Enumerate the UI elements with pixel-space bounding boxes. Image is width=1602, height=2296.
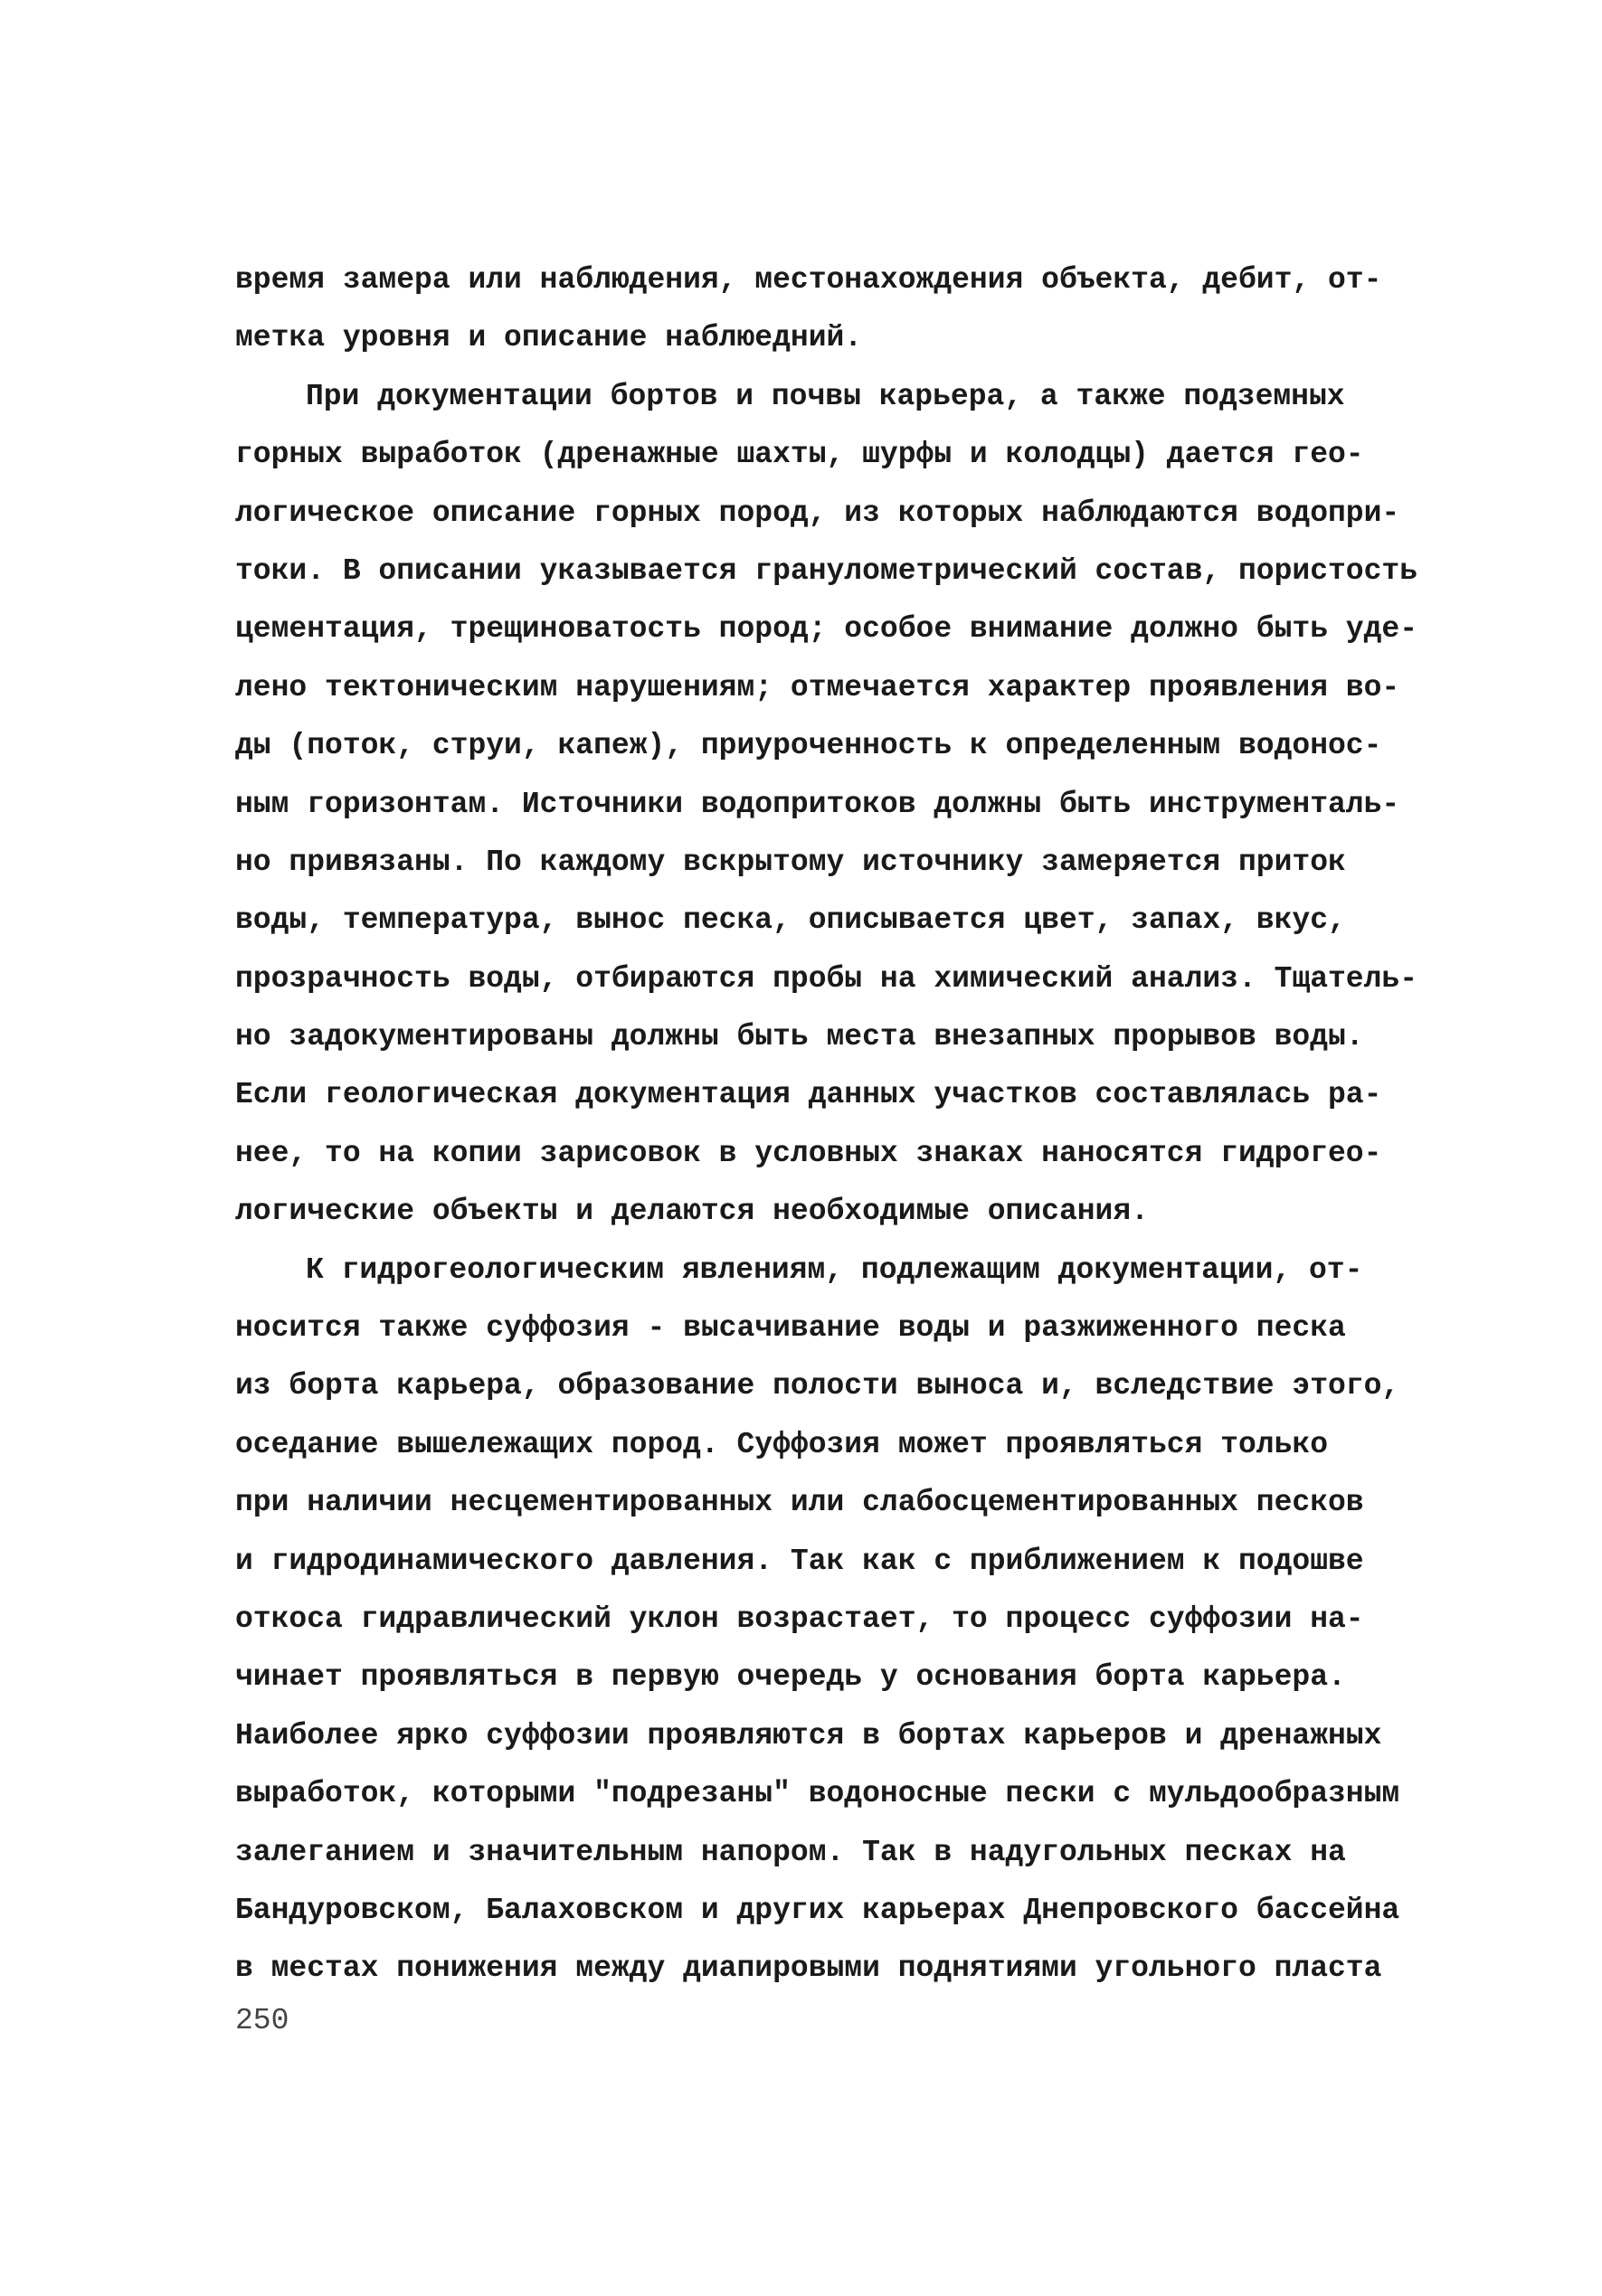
- paragraph-first-line: К гидрогеологическим явлениям, подлежащим документации, от-: [306, 1252, 1363, 1287]
- text-line: носится также суффозия - высачивание воды и разжиженного песка: [235, 1311, 1346, 1346]
- text-line: Если геологическая документация данных участков составлялась ра-: [235, 1078, 1382, 1112]
- body-text: [235, 251, 1418, 1998]
- text-line: горных выработок (дренажные шахты, шурфы и колодцы) дается гео-: [235, 438, 1364, 472]
- text-line: логические объекты и делаются необходимые описания.: [235, 1195, 1149, 1229]
- text-line: из борта карьера, образование полости выноса и, вследствие этого,: [235, 1369, 1400, 1403]
- text-line: прозрачность воды, отбираются пробы на химический анализ. Тщатель-: [235, 961, 1418, 996]
- text-line: Бандуровском, Балаховском и других карьерах Днепровского бассейна: [235, 1893, 1400, 1927]
- text-line: в местах понижения между диапировыми поднятиями угольного пласта: [235, 1951, 1382, 1986]
- text-line: оседание вышележащих пород. Суффозия может проявляться только: [235, 1427, 1328, 1461]
- text-line: при наличии несцементированных или слабосцементированных песков: [235, 1486, 1364, 1520]
- text-line: токи. В описании указывается гранулометрический состав, пористость: [235, 553, 1418, 588]
- paragraph-first-line: При документации бортов и почвы карьера, а также подземных: [306, 379, 1345, 413]
- text-line: время замера или наблюдения, местонахождения объекта, дебит, от-: [235, 263, 1382, 297]
- text-line: Наиболее ярко суффозии проявляются в бортах карьеров и дренажных: [235, 1718, 1382, 1753]
- text-line: но задокументированы должны быть места внезапных прорывов воды.: [235, 1020, 1364, 1054]
- text-line: метка уровня и описание наблюедний.: [235, 321, 863, 355]
- text-line: логическое описание горных пород, из которых наблюдаются водопри-: [235, 496, 1400, 530]
- text-line: но привязаны. По каждому вскрытому источнику замеряется приток: [235, 845, 1346, 879]
- text-line: выработок, которыми "подрезаны" водоносные пески с мульдообразным: [235, 1777, 1400, 1811]
- text-line: чинает проявляться в первую очередь у основания борта карьера.: [235, 1660, 1346, 1695]
- text-line: лено тектоническим нарушениям; отмечается характер проявления во-: [235, 670, 1400, 704]
- text-line: воды, температура, вынос песка, описывается цвет, запах, вкус,: [235, 903, 1346, 938]
- text-line: ды (поток, струи, капеж), приуроченность к определенным водонос-: [235, 729, 1382, 763]
- text-line: и гидродинамического давления. Так как с приближением к подошве: [235, 1544, 1364, 1578]
- text-line: залеганием и значительным напором. Так в надугольных песках на: [235, 1835, 1346, 1869]
- text-line: ным горизонтам. Источники водопритоков должны быть инструменталь-: [235, 787, 1400, 821]
- text-line: откоса гидравлический уклон возрастает, то процесс суффозии на-: [235, 1602, 1364, 1636]
- text-line: цементация, трещиноватость пород; особое внимание должно быть уде-: [235, 612, 1418, 647]
- text-line: нее, то на копии зарисовок в условных знаках наносятся гидрогео-: [235, 1136, 1382, 1170]
- page-number: 250: [235, 2004, 289, 2037]
